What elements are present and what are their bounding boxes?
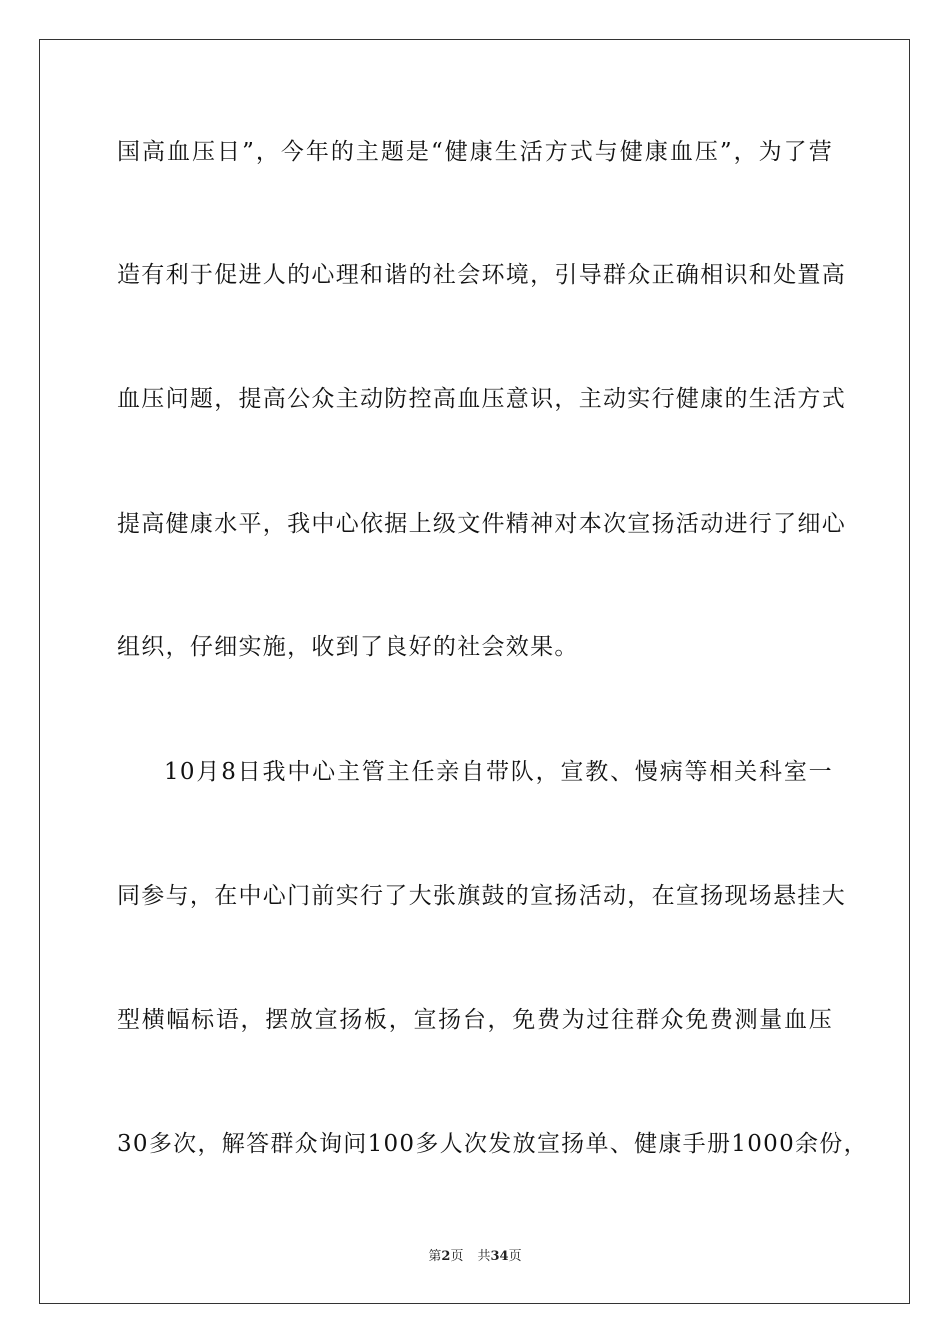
body-text-line: 同参与，在中心门前实行了大张旗鼓的宣扬活动，在宣扬现场悬挂大 <box>117 883 846 909</box>
body-text-line: 血压问题，提高公众主动防控高血压意识，主动实行健康的生活方式 <box>117 386 846 412</box>
body-text-line: 造有利于促进人的心理和谐的社会环境，引导群众正确相识和处置高 <box>117 262 846 288</box>
total-prefix: 共 <box>477 1249 491 1264</box>
body-text-line: 组织，仔细实施，收到了良好的社会效果。 <box>117 634 579 660</box>
page-footer <box>0 1249 950 1265</box>
page-suffix: 页 <box>450 1249 464 1264</box>
body-text-line: 型横幅标语，摆放宣扬板，宣扬台，免费为过往群众免费测量血压 <box>117 1007 833 1033</box>
total-suffix: 页 <box>508 1249 522 1264</box>
body-text-line: 30多次，解答群众询问100多人次发放宣扬单、健康手册1000余份， <box>117 1131 868 1157</box>
body-text-line: 国高血压日”，今年的主题是“健康生活方式与健康血压”，为了营 <box>117 139 833 165</box>
paragraph-start-line: 10月8日我中心主管主任亲自带队，宣教、慢病等相关科室一 <box>164 759 833 785</box>
page-border <box>39 39 910 1304</box>
body-text-line: 提高健康水平，我中心依据上级文件精神对本次宣扬活动进行了细心 <box>117 511 846 537</box>
page-number: 2 <box>441 1249 451 1264</box>
total-pages: 34 <box>490 1249 509 1264</box>
page-prefix: 第 <box>428 1249 442 1264</box>
